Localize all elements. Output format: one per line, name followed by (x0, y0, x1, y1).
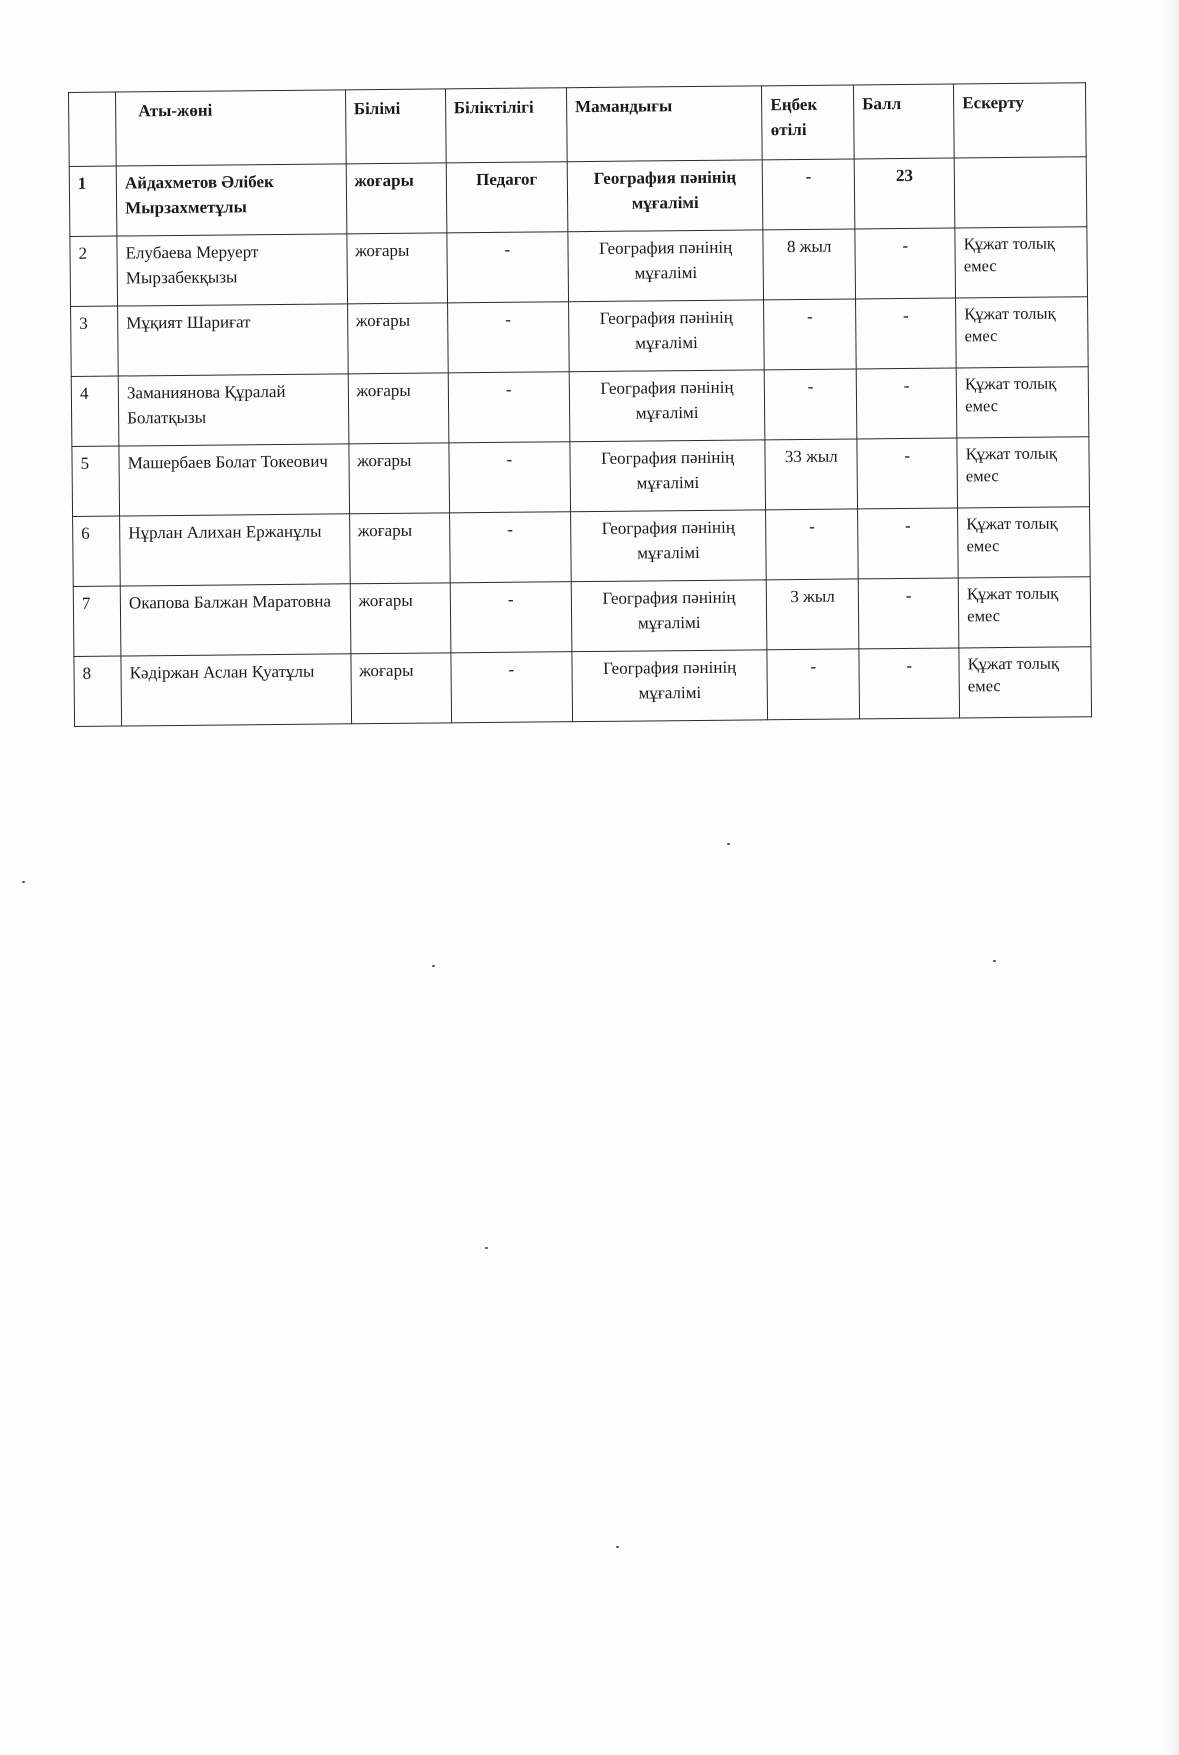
scan-speck (616, 1546, 619, 1548)
candidate-education: жоғары (348, 443, 449, 514)
candidate-score: - (855, 228, 956, 299)
candidate-note: Құжат толық емес (958, 577, 1091, 648)
candidate-qualification: - (447, 232, 569, 303)
candidate-name: Машербаев Болат Токеович (119, 444, 349, 516)
candidate-note: Құжат толық емес (958, 507, 1091, 578)
scan-speck (993, 960, 996, 962)
candidate-qualification: - (449, 512, 571, 583)
candidate-experience: - (764, 299, 856, 370)
header-name: Аты-жөні (116, 90, 346, 166)
row-number: 3 (71, 306, 119, 376)
table-row (73, 507, 1091, 587)
candidate-education: жоғары (348, 373, 449, 444)
candidate-experience: - (767, 649, 859, 720)
candidate-score: - (858, 578, 959, 649)
candidate-note: Құжат толық емес (957, 437, 1090, 508)
candidate-name: Заманиянова Құралай Болатқызы (118, 374, 348, 446)
candidate-name: Кәдіржан Аслан Қуатұлы (121, 654, 351, 726)
table-header-row (69, 83, 1087, 167)
candidate-experience: 3 жыл (766, 579, 858, 650)
candidate-specialty: География пәнінің мұғалімі (567, 160, 763, 232)
candidate-qualification: - (447, 302, 569, 373)
candidate-education: жоғары (346, 163, 447, 234)
candidate-qualification: Педагог (446, 162, 568, 233)
table-row (71, 367, 1089, 447)
table-row (74, 647, 1092, 727)
scan-speck (22, 881, 25, 883)
candidate-note: Құжат толық емес (956, 297, 1089, 368)
candidate-experience: 33 жыл (765, 439, 857, 510)
candidate-education: жоғары (347, 303, 448, 374)
candidate-education: жоғары (349, 513, 450, 584)
candidate-experience: - (764, 369, 856, 440)
candidate-note (954, 157, 1087, 228)
candidate-name: Айдахметов Әлібек Мырзахметұлы (116, 164, 346, 236)
table-row (72, 437, 1090, 517)
candidate-name: Нұрлан Алихан Ержанұлы (120, 514, 350, 586)
candidate-specialty: География пәнінің мұғалімі (568, 230, 764, 302)
scan-speck (485, 1247, 488, 1249)
table-row (70, 227, 1088, 307)
candidate-education: жоғары (351, 653, 452, 724)
table-row (71, 297, 1089, 377)
candidate-specialty: География пәнінің мұғалімі (570, 440, 766, 512)
candidate-score: 23 (854, 158, 955, 229)
header-specialty: Мамандығы (566, 86, 762, 162)
candidate-education: жоғары (350, 583, 451, 654)
row-number: 8 (74, 656, 122, 726)
candidate-experience: 8 жыл (763, 229, 855, 300)
candidate-specialty: География пәнінің мұғалімі (568, 300, 764, 372)
scan-edge-shadow (1165, 0, 1179, 1755)
candidate-specialty: География пәнінің мұғалімі (570, 510, 766, 582)
table-row (69, 157, 1087, 237)
candidate-score: - (858, 508, 959, 579)
row-number: 5 (72, 446, 120, 516)
header-number (69, 92, 117, 166)
candidate-score: - (856, 368, 957, 439)
candidate-qualification: - (448, 372, 570, 443)
header-score: Балл (854, 84, 955, 159)
candidate-note: Құжат толық емес (959, 647, 1092, 718)
row-number: 1 (69, 166, 117, 236)
scan-speck (727, 843, 730, 845)
candidate-specialty: География пәнінің мұғалімі (572, 650, 768, 722)
header-education: Білімі (345, 89, 446, 164)
candidate-specialty: География пәнінің мұғалімі (569, 370, 765, 442)
candidate-score: - (859, 648, 960, 719)
candidate-note: Құжат толық емес (956, 367, 1089, 438)
candidate-experience: - (762, 159, 854, 230)
candidate-score: - (857, 438, 958, 509)
row-number: 2 (70, 236, 118, 306)
candidate-name: Елубаева Меруерт Мырзабекқызы (117, 234, 347, 306)
table-row (73, 577, 1091, 657)
header-note: Ескерту (954, 83, 1087, 158)
candidate-score: - (856, 298, 957, 369)
scan-speck (432, 965, 435, 967)
candidate-education: жоғары (346, 233, 447, 304)
header-qualification: Біліктілігі (445, 88, 567, 163)
candidate-specialty: География пәнінің мұғалімі (571, 580, 767, 652)
candidate-qualification: - (449, 442, 571, 513)
header-experience: Еңбек өтілі (762, 85, 855, 160)
candidate-qualification: - (450, 582, 572, 653)
row-number: 7 (73, 586, 121, 656)
candidate-table (68, 82, 1092, 727)
candidate-note: Құжат толық емес (955, 227, 1088, 298)
candidate-name: Мұқият Шариғат (118, 304, 348, 376)
row-number: 4 (71, 376, 119, 446)
candidate-name: Окапова Балжан Маратовна (120, 584, 350, 656)
candidate-qualification: - (451, 652, 573, 723)
row-number: 6 (73, 516, 121, 586)
candidate-experience: - (766, 509, 858, 580)
